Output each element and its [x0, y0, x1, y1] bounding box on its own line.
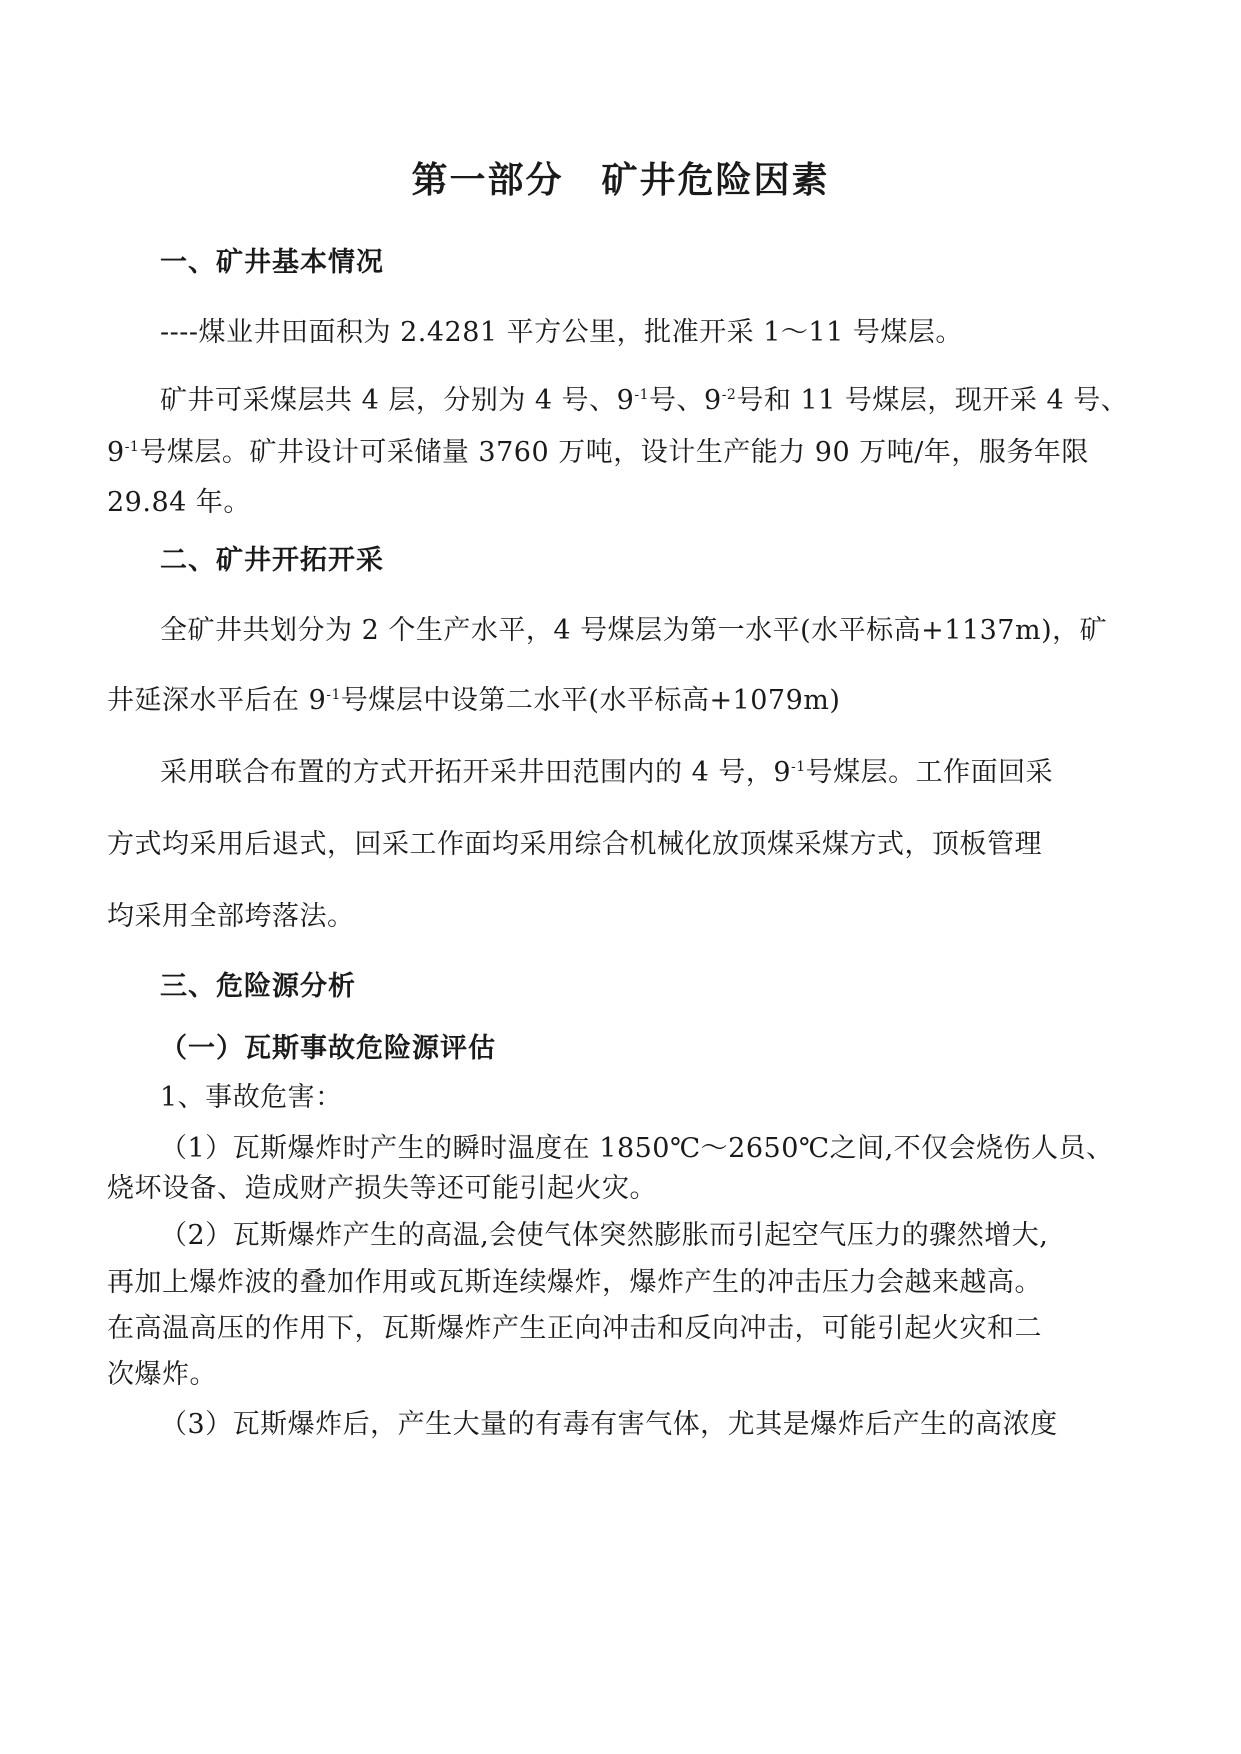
subsection-heading-gas-accident: （一）瓦斯事故危险源评估	[160, 1033, 496, 1064]
paragraph-line: （3）瓦斯爆炸后，产生大量的有毒有害气体，尤其是爆炸后产生的高浓度	[160, 1409, 1058, 1440]
paragraph-line: 次爆炸。	[107, 1359, 217, 1390]
paragraph-line: 采用联合布置的方式开拓开采井田范围内的 4 号，$9^{-1}$号煤层。工作面回采	[160, 757, 1054, 788]
paragraph-line: 井延深水平后在 $9^{-1}$号煤层中设第二水平(水平标高+1079m)	[107, 685, 841, 716]
section-heading-development: 二、矿井开拓开采	[160, 545, 384, 576]
paragraph-line: （2）瓦斯爆炸产生的高温,会使气体突然膨胀而引起空气压力的骤然增大,	[160, 1220, 1049, 1251]
paragraph-line: 均采用全部垮落法。	[107, 901, 355, 932]
paragraph-line: 在高温高压的作用下，瓦斯爆炸产生正向冲击和反向冲击，可能引起火灾和二	[107, 1313, 1042, 1344]
paragraph-line: 全矿井共划分为 2 个生产水平，4 号煤层为第一水平(水平标高+1137m)，矿	[160, 615, 1108, 646]
section-heading-hazard-analysis: 三、危险源分析	[160, 971, 356, 1002]
paragraph-line: ----煤业井田面积为 2.4281 平方公里，批准开采 1～11 号煤层。	[160, 317, 963, 348]
paragraph-line: 29.84 年。	[107, 487, 251, 518]
paragraph-line: （1）瓦斯爆炸时产生的瞬时温度在 1850℃～2650℃之间,不仅会烧伤人员、	[160, 1133, 1114, 1164]
paragraph-line: 方式均采用后退式，回采工作面均采用综合机械化放顶煤采煤方式，顶板管理	[107, 829, 1042, 860]
paragraph-line: 烧坏设备、造成财产损失等还可能引起火灾。	[107, 1173, 657, 1204]
paragraph-line: 再加上爆炸波的叠加作用或瓦斯连续爆炸，爆炸产生的冲击压力会越来越高。	[107, 1267, 1042, 1298]
section-heading-mine-basics: 一、矿井基本情况	[160, 247, 384, 278]
paragraph-line: $9^{-1}$号煤层。矿井设计可采储量 3760 万吨，设计生产能力 90 万吨/年，服务年限	[107, 437, 1089, 468]
page-title: 第一部分 矿井危险因素	[411, 160, 830, 201]
paragraph-line: 矿井可采煤层共 4 层，分别为 4 号、$9^{-1}$号、$9^{-2}$号和 11 号煤层，现开采 4 号、	[160, 385, 1129, 416]
list-item-heading: 1、事故危害：	[160, 1082, 343, 1113]
